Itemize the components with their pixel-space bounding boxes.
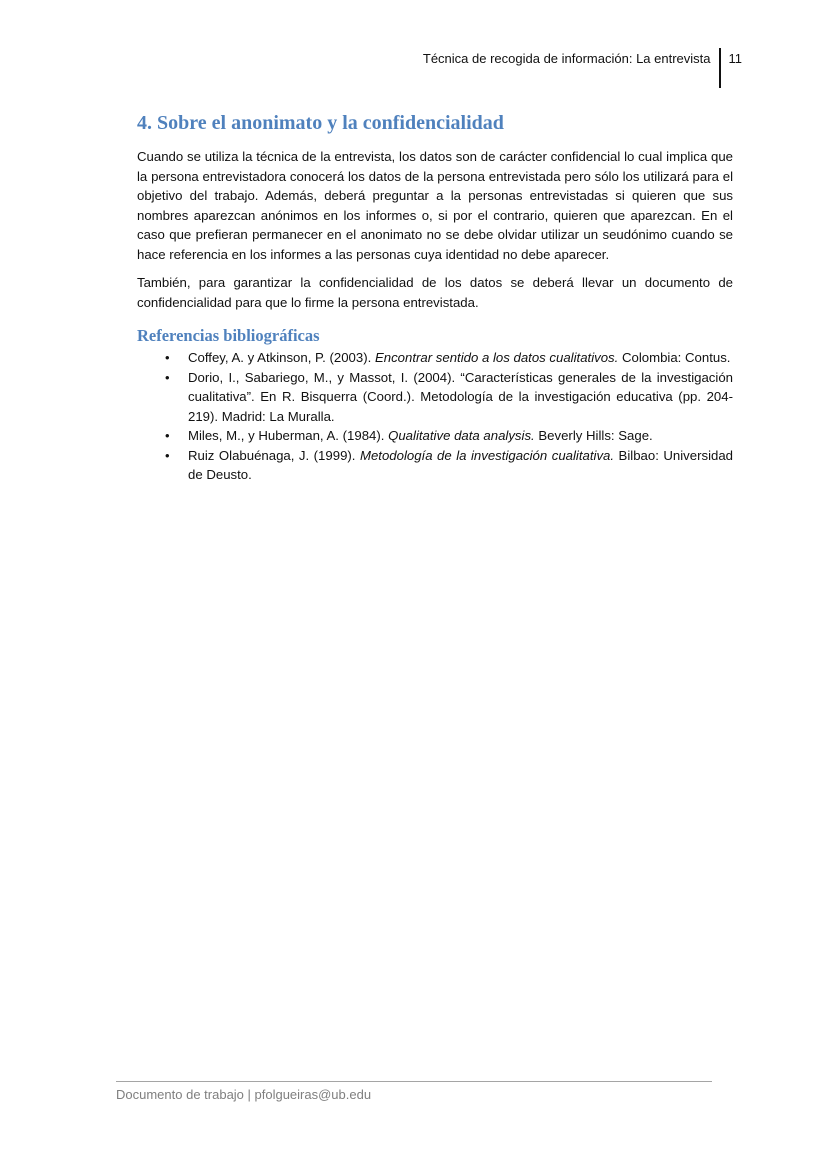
reference-item	[137, 348, 733, 368]
page-footer	[116, 1081, 712, 1102]
footer-divider	[116, 1081, 712, 1082]
reference-text: Bilbao: Universidad de Deusto.	[188, 447, 734, 482]
reference-text: Miles, M., y Huberman, A. (1984).	[188, 428, 389, 443]
page-header	[423, 48, 742, 88]
reference-item	[137, 368, 733, 427]
reference-text: Coffey, A. y Atkinson, P. (2003).	[188, 350, 375, 365]
section-title: 4. Sobre el anonimato y la confidencialidad	[137, 112, 504, 134]
main-content	[137, 112, 733, 485]
bullet-icon: •	[165, 447, 170, 463]
reference-text: Colombia: Contus.	[618, 350, 731, 365]
bullet-icon: •	[165, 428, 170, 443]
reference-text: Beverly Hills: Sage.	[534, 428, 653, 443]
bullet-icon: •	[165, 350, 170, 365]
reference-text: Ruiz Olabuénaga, J. (1999).	[188, 447, 360, 463]
references-title: Referencias bibliográficas	[137, 326, 320, 345]
footer-text: Documento de trabajo | pfolgueiras@ub.edu	[116, 1087, 372, 1102]
reference-text: Dorio, I., Sabariego, M., y Massot, I. (2004). “Características generales de la investigación cualitativa”. En R. Bisquerra (Coord.). Metodología de la investigación educativa (pp. 204-219). Madrid: La Muralla.	[188, 369, 733, 424]
reference-title: Metodología de la investigación cualitativa.	[359, 447, 615, 463]
paragraph-anonymity: Cuando se utiliza la técnica de la entrevista, los datos son de carácter confidencial lo cual implica que la persona entrevistadora conocerá los datos de la persona entrevistada pero sólo los utilizará para el objetivo del trabajo. Además, deberá preguntar a la personas entrevistadas si quieren que sus nombres aparezcan anónimos en los informes o, si por el contrario, quieren que aparezcan. En el caso que prefieran permanecer en el anonimato no se debe olvidar utilizar un seudónimo cuando se hace referencia en los informes a las personas cuya identidad no debe aparecer.	[137, 149, 733, 262]
header-title: Técnica de recogida de información: La entrevista	[422, 51, 711, 66]
reference-item	[137, 426, 733, 446]
page-number: 11	[728, 51, 742, 66]
paragraph-confidentiality: También, para garantizar la confidencialidad de los datos se deberá llevar un documento de confidencialidad para que lo firme la persona entrevistada.	[137, 275, 733, 310]
reference-item	[137, 446, 733, 485]
references-list	[137, 348, 733, 485]
reference-title: Qualitative data analysis.	[388, 428, 535, 443]
bullet-icon: •	[165, 369, 170, 385]
reference-title: Encontrar sentido a los datos cualitativos.	[374, 350, 619, 365]
